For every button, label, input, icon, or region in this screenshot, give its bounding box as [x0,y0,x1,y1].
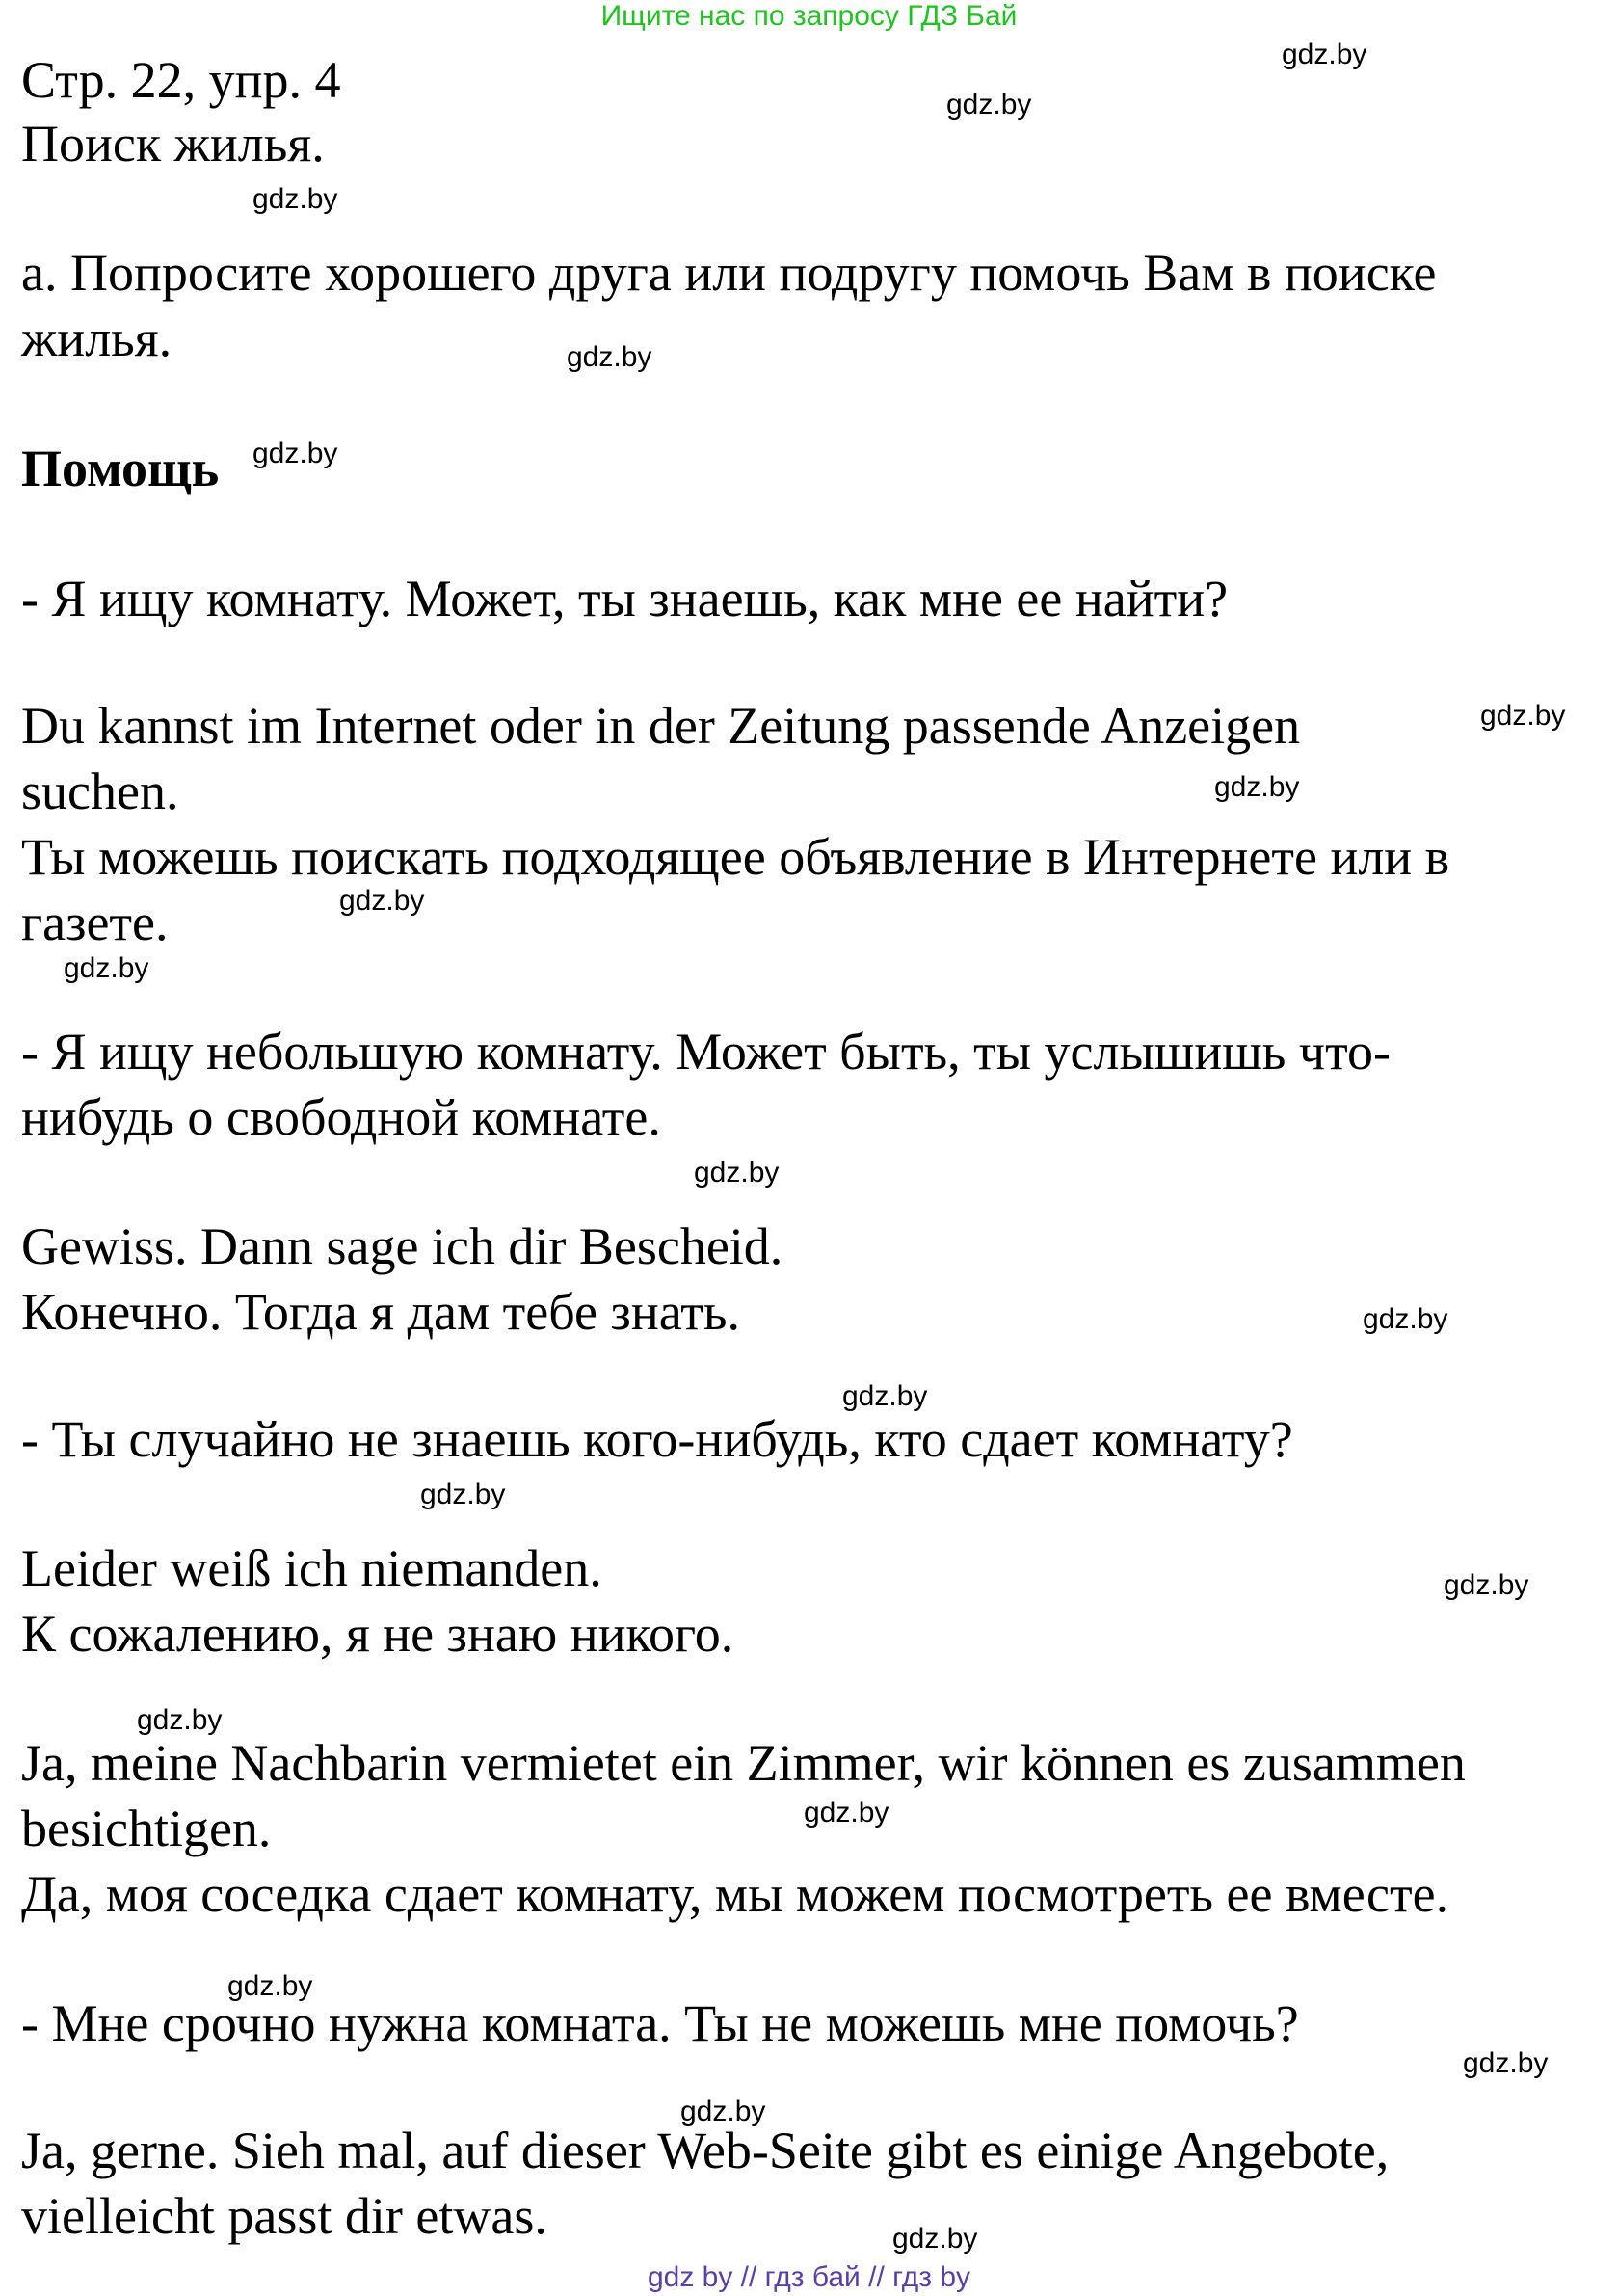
dialog-answer-1-de-line-1: Du kannst im Internet oder in der Zeitung passende Anzeigen [21,697,1301,755]
watermark: gdz.by [1480,700,1566,732]
dialog-answer-4-de-line-1: Ja, meine Nachbarin vermietet ein Zimmer, wir können es zusammen [21,1734,1466,1792]
watermark: gdz.by [64,952,149,984]
task-line-2: жилья. [21,309,172,367]
watermark: gdz.by [1282,39,1367,70]
watermark: gdz.by [1363,1303,1448,1335]
dialog-answer-1-ru-line-2: газете. [21,894,169,951]
task-line-1: a. Попросите хорошего друга или подругу помочь Вам в поиске [21,244,1437,302]
search-hint-banner[interactable]: Ищите нас по запросу ГДЗ Бай [600,0,1018,32]
dialog-question-1: - Я ищу комнату. Может, ты знаешь, как мне ее найти? [21,570,1229,627]
dialog-question-2-line-1: - Я ищу небольшую комнату. Может быть, ты услышишь что- [21,1023,1391,1081]
exercise-subtitle: Поиск жилья. [21,115,325,173]
dialog-answer-3-de: Leider weiß ich niemanden. [21,1539,602,1597]
dialog-question-3: - Ты случайно не знаешь кого-нибудь, кто сдает комнату? [21,1410,1293,1468]
watermark: gdz.by [1214,771,1300,803]
dialog-answer-4-de-line-2: besichtigen. [21,1800,272,1857]
dialog-answer-2-de: Gewiss. Dann sage ich dir Bescheid. [21,1217,783,1275]
watermark: gdz.by [1444,1569,1529,1601]
watermark: gdz.by [339,885,425,917]
dialog-answer-5-de-line-2: vielleicht passt dir etwas. [21,2187,547,2245]
watermark: gdz.by [680,2096,766,2127]
dialog-answer-3-ru: К сожалению, я не знаю никого. [21,1605,734,1663]
watermark: gdz.by [804,1797,889,1829]
watermark: gdz.by [1463,2047,1549,2079]
exercise-title: Стр. 22, упр. 4 [21,51,341,109]
dialog-answer-1-de-line-2: suchen. [21,762,179,820]
watermark: gdz.by [227,1970,313,2002]
help-heading: Помощь [21,440,220,497]
watermark: gdz.by [567,341,652,373]
footer-links[interactable]: gdz by // гдз бай // гдз by [647,2261,971,2293]
watermark: gdz.by [252,438,338,469]
watermark: gdz.by [946,89,1032,120]
watermark: gdz.by [842,1380,928,1412]
dialog-answer-2-ru: Конечно. Тогда я дам тебе знать. [21,1283,741,1341]
dialog-answer-4-ru: Да, моя соседка сдает комнату, мы можем посмотреть ее вместе. [21,1865,1449,1923]
watermark: gdz.by [137,1704,223,1736]
watermark: gdz.by [694,1157,780,1188]
dialog-answer-1-ru-line-1: Ты можешь поискать подходящее объявление в Интернете или в [21,828,1450,886]
watermark: gdz.by [892,2223,978,2255]
dialog-answer-5-de-line-1: Ja, gerne. Sieh mal, auf dieser Web-Seite gibt es einige Angebote, [21,2122,1390,2179]
dialog-question-2-line-2: нибудь о свободной комнате. [21,1088,661,1146]
dialog-question-4: - Мне срочно нужна комната. Ты не можешь мне помочь? [21,1994,1299,2052]
watermark: gdz.by [420,1479,506,1510]
watermark: gdz.by [252,183,338,215]
